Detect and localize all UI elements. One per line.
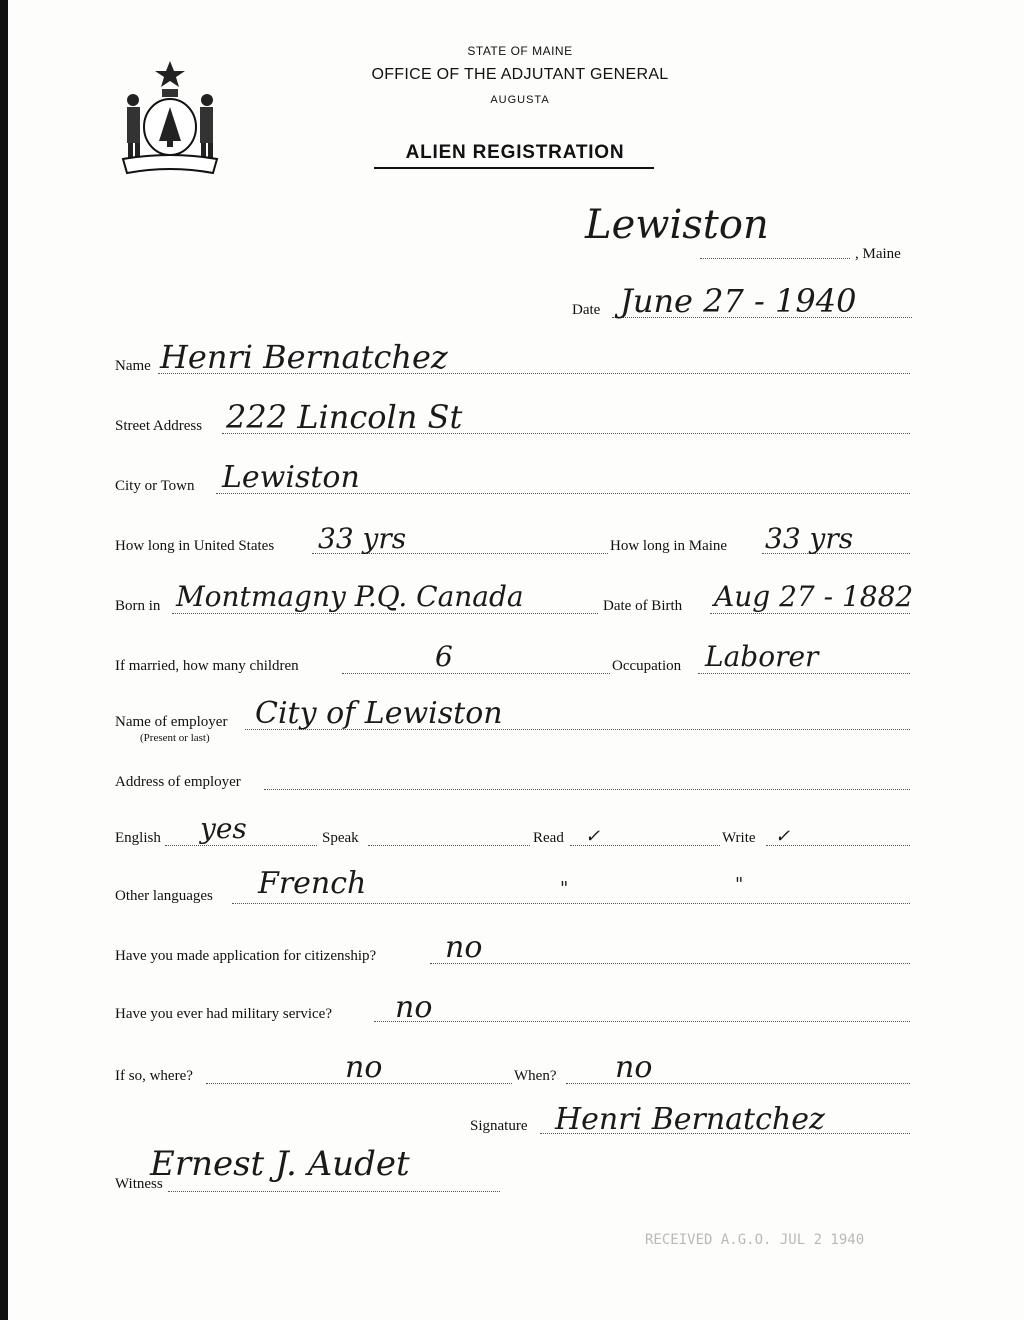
citizenship-label: Have you made application for citizenship? (115, 948, 377, 964)
speak-label: Speak (322, 830, 359, 846)
born-in-line (172, 613, 598, 614)
witness-label: Witness (115, 1176, 163, 1192)
state-heading: STATE OF MAINE (467, 44, 573, 58)
occupation-value: Laborer (705, 640, 819, 673)
other-write-value: " (735, 874, 744, 895)
other-languages-value: French (258, 866, 367, 901)
employer-value: City of Lewiston (255, 696, 503, 731)
signature-value: Henri Bernatchez (555, 1102, 825, 1137)
military-label: Have you ever had military service? (115, 1006, 332, 1022)
other-read-value: " (560, 878, 569, 899)
employer-address-line (264, 789, 910, 790)
street-value: 222 Lincoln St (226, 398, 463, 436)
form-title: ALIEN REGISTRATION (405, 142, 625, 163)
occupation-label: Occupation (612, 658, 682, 674)
title-underline (374, 167, 654, 169)
where-label: If so, where? (115, 1068, 193, 1084)
children-line (342, 673, 610, 674)
english-line (165, 845, 317, 846)
military-line (374, 1021, 910, 1022)
english-label: English (115, 830, 161, 846)
how-long-us-label: How long in United States (115, 538, 275, 554)
employer-note: (Present or last) (140, 732, 210, 744)
children-value: 6 (435, 640, 453, 673)
dob-label: Date of Birth (603, 598, 683, 614)
date-label: Date (572, 302, 601, 318)
born-in-value: Montmagny P.Q. Canada (176, 580, 524, 613)
state-seal-icon (115, 55, 225, 185)
witness-line (168, 1191, 500, 1192)
employer-address-label: Address of employer (115, 774, 241, 790)
scan-edge (0, 0, 8, 1320)
citizenship-value: no (445, 930, 483, 965)
witness-value: Ernest J. Audet (150, 1144, 410, 1184)
how-long-maine-label: How long in Maine (610, 538, 728, 554)
dob-value: Aug 27 - 1882 (714, 580, 914, 613)
born-in-label: Born in (115, 598, 161, 614)
dob-line (710, 613, 910, 614)
when-value: no (615, 1050, 653, 1085)
name-label: Name (115, 358, 151, 374)
received-stamp: RECEIVED A.G.O. JUL 2 1940 (645, 1232, 865, 1248)
children-label: If married, how many children (115, 658, 299, 674)
when-label: When? (514, 1068, 557, 1084)
how-long-us-value: 33 yrs (318, 522, 407, 555)
name-value: Henri Bernatchez (160, 338, 448, 376)
maine-label: , Maine (855, 246, 901, 262)
write-value: ✓ (775, 826, 791, 847)
street-label: Street Address (115, 418, 203, 434)
military-value: no (395, 990, 433, 1025)
speak-line (368, 845, 530, 846)
town-line (700, 258, 850, 259)
read-value: ✓ (585, 826, 601, 847)
town-value: Lewiston (585, 202, 769, 248)
other-languages-label: Other languages (115, 888, 213, 904)
read-label: Read (533, 830, 564, 846)
occupation-line (698, 673, 910, 674)
office-heading: OFFICE OF THE ADJUTANT GENERAL (371, 66, 669, 83)
english-value: yes (200, 812, 247, 845)
city-label: City or Town (115, 478, 195, 494)
signature-label: Signature (470, 1118, 528, 1134)
date-value: June 27 - 1940 (620, 282, 857, 320)
city-heading: AUGUSTA (490, 94, 550, 106)
employer-label: Name of employer (115, 714, 228, 730)
write-label: Write (722, 830, 756, 846)
where-value: no (345, 1050, 383, 1085)
other-languages-line (232, 903, 910, 904)
citizenship-line (430, 963, 910, 964)
how-long-maine-value: 33 yrs (765, 522, 854, 555)
city-value: Lewiston (222, 460, 360, 495)
